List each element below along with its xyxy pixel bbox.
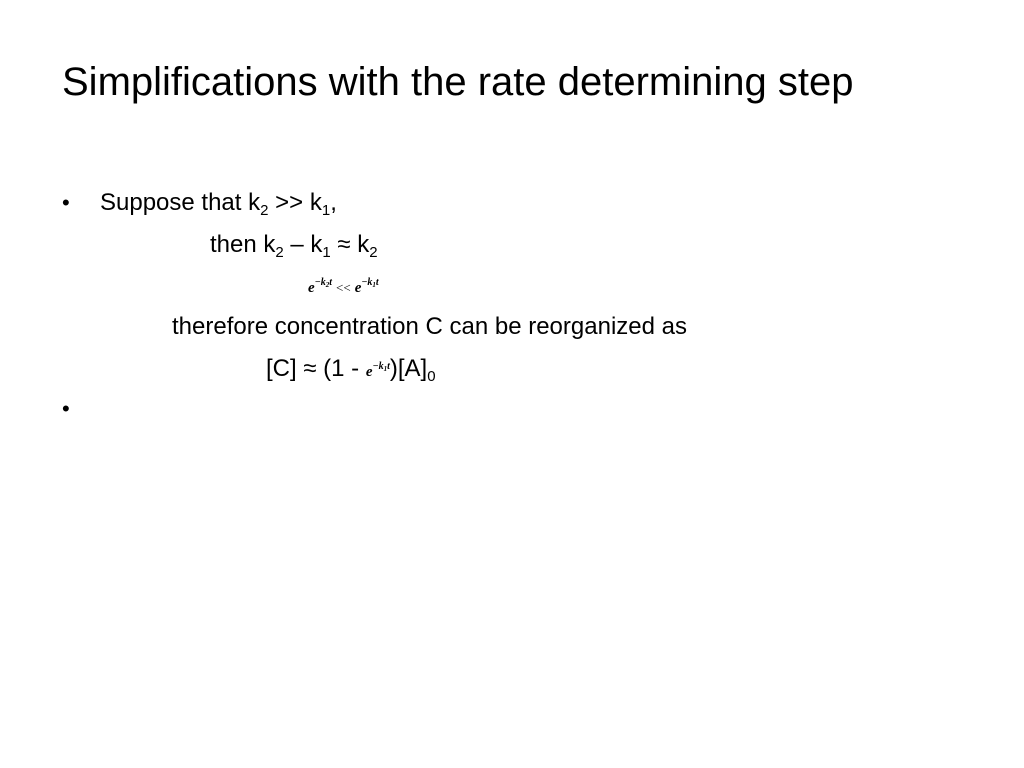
slide-title: Simplifications with the rate determining step	[62, 60, 854, 104]
bullet-marker-empty: •	[62, 396, 70, 421]
approximation-line: then $k_2 - k_1 \approx k_2$	[210, 231, 378, 261]
conclusion-line: therefore concentration C can be reorganized as	[172, 313, 687, 340]
exponential-inequality: $e^{-k_2t} << e^{-k_1t}$	[308, 277, 379, 296]
concentration-formula: $[C] \approx (1 - e^{-k_1t})[A]_0$	[266, 355, 436, 385]
bullet-marker: •	[62, 190, 70, 215]
statement-line: Suppose that $k_2 >> k_1$,	[100, 189, 337, 219]
